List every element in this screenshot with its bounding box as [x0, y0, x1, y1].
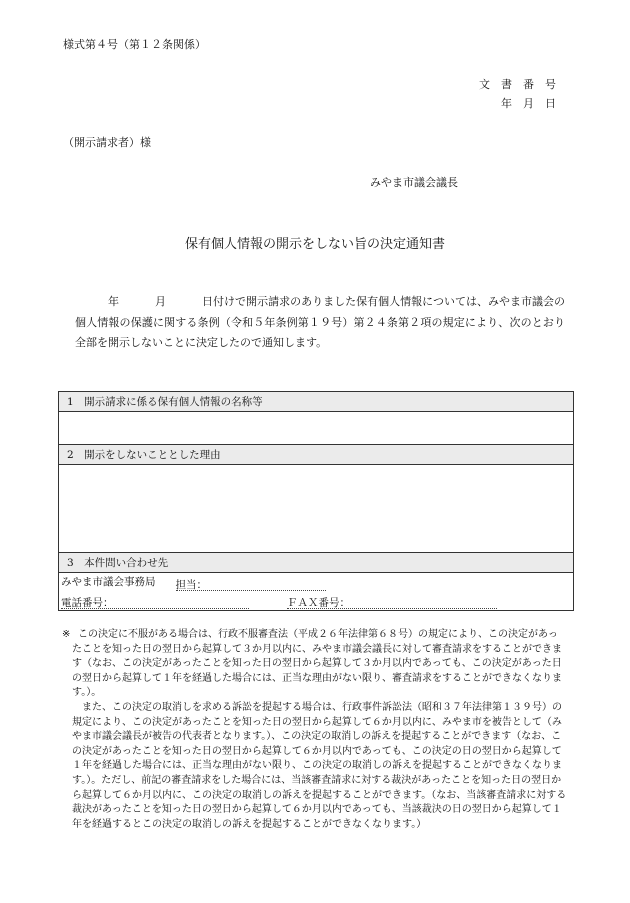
phone-field	[61, 594, 249, 609]
note-paragraph-2: また、この決定の取消しを求める訴訟を提起する場合は、行政事件訴訟法（昭和３７年法律第１３９号）の規定により、この決定があったことを知った日の翌日から起算して６か月以内に、みやま市を被告として（みやま市議会議長が被告の代表者となります。）、この決定の取消しの訴えを提起することができます（なお、この決定があったことを知った日の翌日から起算して６か月以内であっても、この決定の日の翌日から起算して１年を経過した場合には、正当な理由がない限り、この決定の取消しの訴えを提起することができなくなります。）。ただし、前記の審査請求をした場合には、当該審査請求に対する裁決があったことを知った日の翌日から起算して６か月以内に、この決定の取消しの訴えを提起することができます。（なお、当該審査請求に対する裁決があったことを知った日の翌日から起算して６か月以内であっても、当該裁決の日の翌日から起算して１年を経過するとこの決定の取消しの訴えを提起することができなくなります。）	[72, 701, 567, 830]
section-2-content	[59, 465, 574, 553]
person-label: 担当：	[175, 579, 207, 591]
document-number-label: 文書番号	[479, 78, 567, 91]
date-year: 年	[108, 295, 120, 308]
fax-field	[287, 594, 497, 609]
date-label: 年月日	[501, 97, 567, 110]
page-title: 保有個人情報の開示をしない旨の決定通知書	[184, 237, 445, 252]
date-month: 月	[155, 295, 167, 308]
section-3-content	[59, 573, 574, 611]
info-table	[58, 391, 574, 611]
notice-body	[75, 292, 565, 354]
form-number: 様式第４号（第１２条関係）	[63, 38, 206, 51]
section-3-header: 3 本件問い合わせ先	[59, 553, 574, 573]
note-text-1: この決定に不服がある場合は、行政不服審査法（平成２６年法律第６８号）の規定により、この決定があったことを知った日の翌日から起算して３か月以内に、みやま市議会議長に対して審査請求をすることができます（なお、この決定があったことを知った日の翌日から起算して３か月以内であっても、この決定があった日の翌日から起算して１年を経過した場合には、正当な理由がない限り、審査請求をすることができなくなります。）。	[72, 629, 562, 699]
section-2-header: 2 開示をしないこととした理由	[59, 445, 574, 465]
document-number-block	[479, 75, 567, 113]
fax-label: ＦＡＸ番号：	[287, 597, 350, 609]
section-1-content	[59, 412, 574, 445]
person-field	[176, 576, 326, 591]
notes	[62, 628, 567, 832]
addressee: （開示請求者）様	[63, 136, 151, 149]
phone-label: 電話番号：	[61, 597, 114, 609]
office-name: みやま市議会事務局	[61, 576, 156, 588]
notice-text: 日付けで開示請求のありました保有個人情報については、みやま市議会の個人情報の保護に関する条例（令和５年条例第１９号）第２４条第２項の規定により、次のとおり全部を開示しないことに決定したので通知します。	[75, 295, 566, 349]
sender: みやま市議会議長	[370, 176, 458, 189]
note-mark: ※	[62, 629, 71, 640]
section-1-header: 1 開示請求に係る保有個人情報の名称等	[59, 392, 574, 412]
note-paragraph-1	[62, 628, 567, 701]
